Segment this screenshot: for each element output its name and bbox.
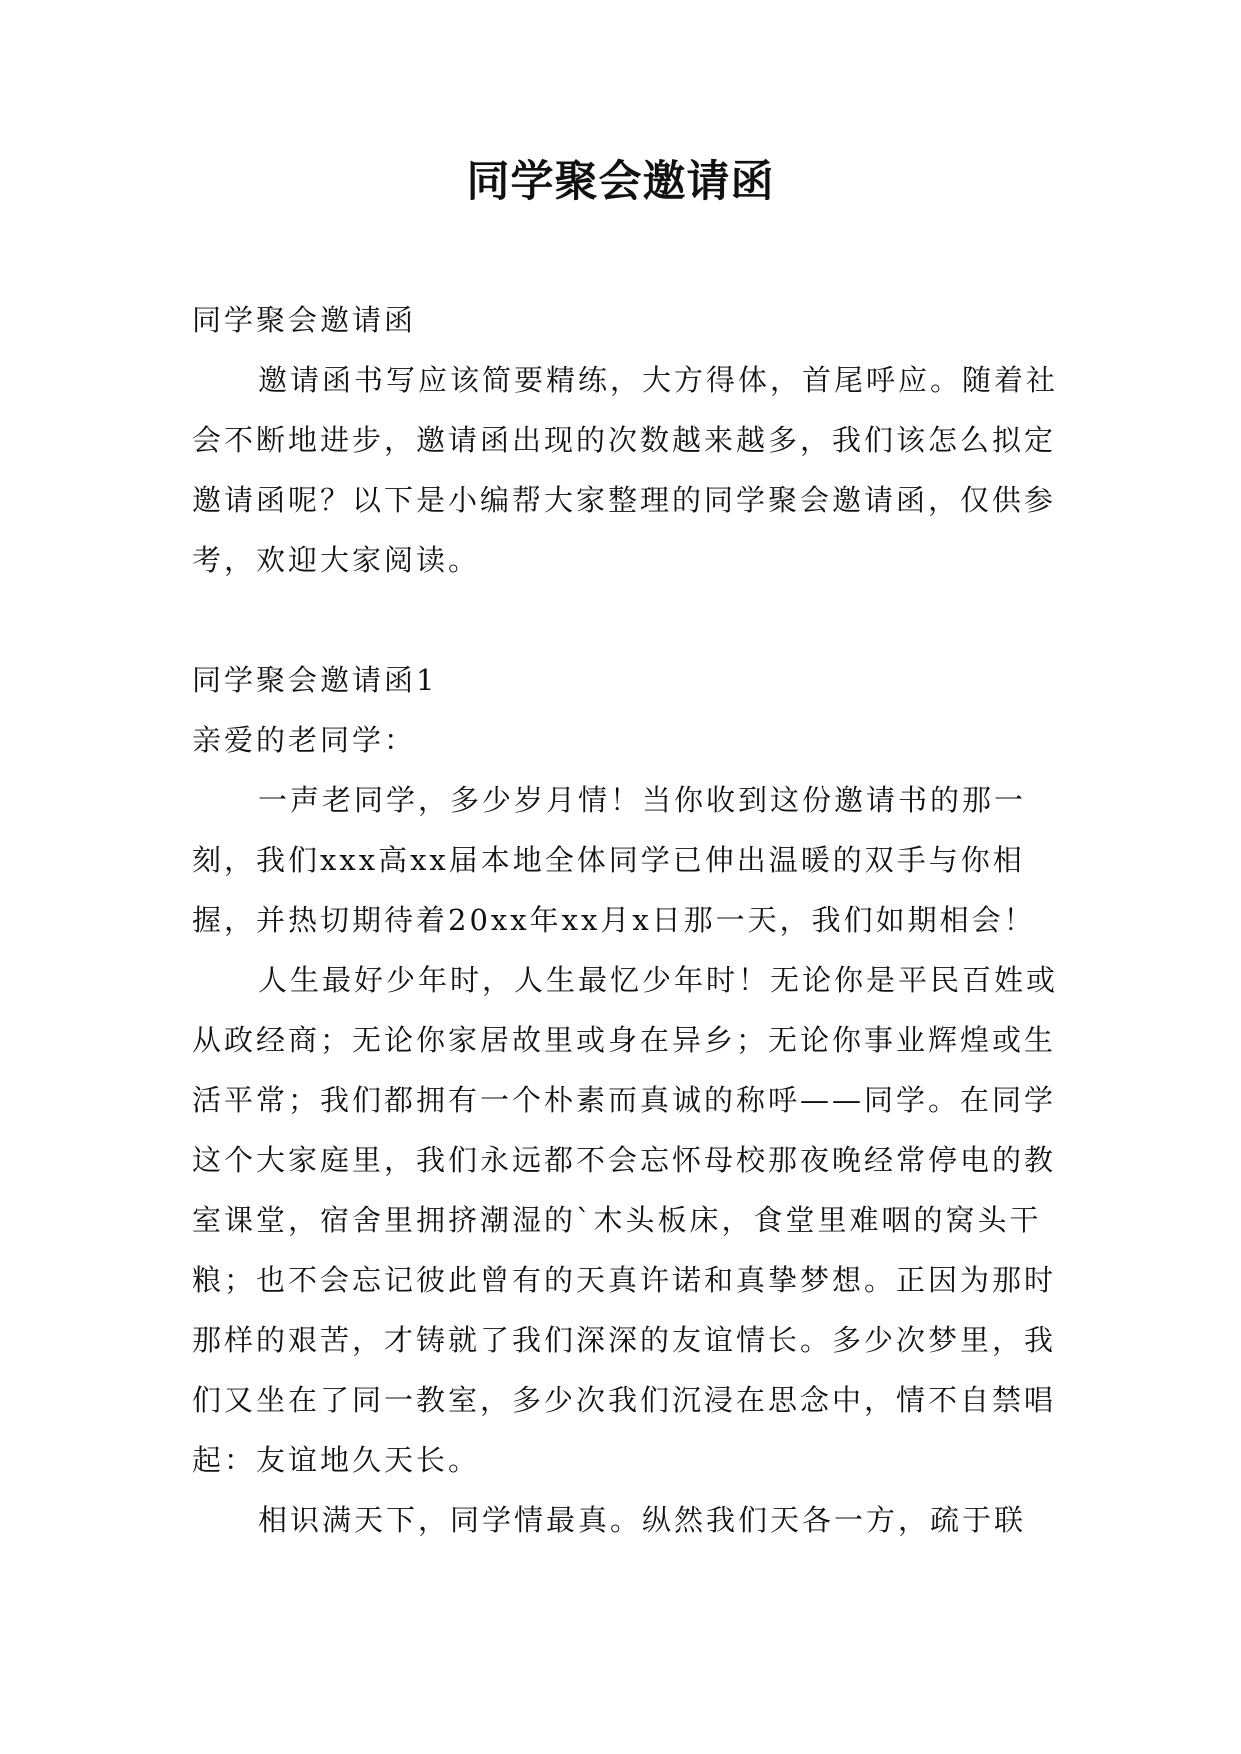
body-paragraph: 人生最好少年时，人生最忆少年时！无论你是平民百姓或从政经商；无论你家居故里或身在异乡；无论你事业辉煌或生活平常；我们都拥有一个朴素而真诚的称呼——同学。在同学这个大家庭里，我们永远都不会忘怀母校那夜晚经常停电的教室课堂，宿舍里拥挤潮湿的`木头板床，食堂里难咽的窝头干粮；也不会忘记彼此曾有的天真许诺和真挚梦想。正因为那时那样的艰苦，才铸就了我们深深的友谊情长。多少次梦里，我们又坐在了同一教室，多少次我们沉浸在思念中，情不自禁唱起：友谊地久天长。 <box>192 963 1059 1477</box>
document-title: 同学聚会邀请函 <box>466 157 775 207</box>
salutation: 亲爱的老同学： <box>192 723 417 757</box>
intro-paragraph: 邀请函书写应该简要精练，大方得体，首尾呼应。随着社会不断地进步，邀请函出现的次数越来越多，我们该怎么拟定邀请函呢？以下是小编帮大家整理的同学聚会邀请函，仅供参考，欢迎大家阅读。 <box>192 363 1059 577</box>
body-paragraph: 一声老同学，多少岁月情！当你收到这份邀请书的那一刻，我们xxx高xx届本地全体同学已伸出温暖的双手与你相握，并热切期待着20xx年xx月x日那一天，我们如期相会！ <box>192 783 1036 937</box>
document-subtitle: 同学聚会邀请函 <box>192 303 417 337</box>
body-paragraph: 相识满天下，同学情最真。纵然我们天各一方，疏于联 <box>258 1503 1027 1537</box>
document-body <box>192 290 1082 1550</box>
section-title: 同学聚会邀请函1 <box>192 663 438 697</box>
